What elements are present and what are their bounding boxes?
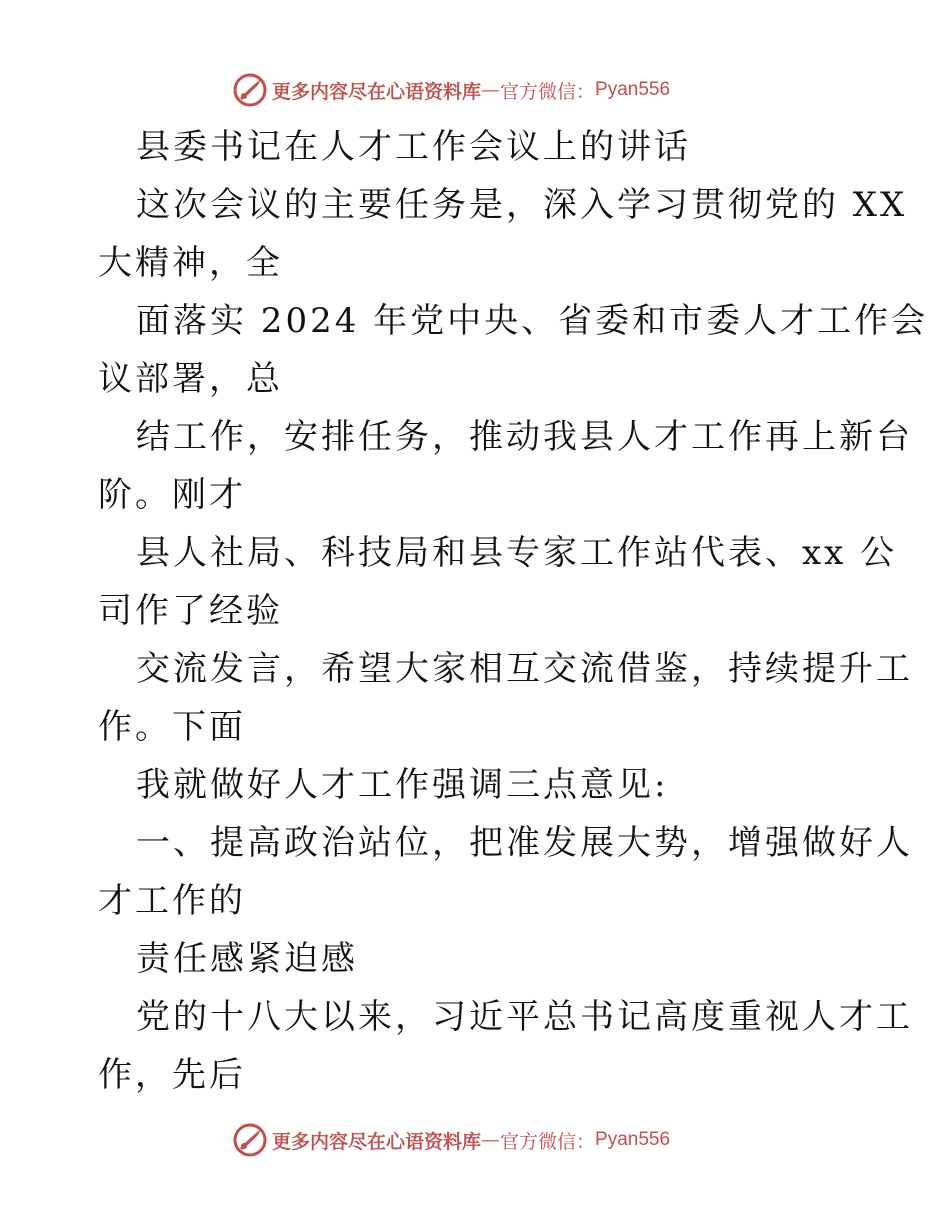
paragraph-line: 面落实 2024 年党中央、省委和市委人才工作会	[136, 301, 929, 341]
watermark-main-text: 更多内容尽在心语资料库	[272, 1130, 482, 1153]
paragraph-line: 结工作，安排任务，推动我县人才工作再上新台	[136, 417, 913, 457]
watermark-wechat-label: 官方微信：	[500, 1130, 596, 1153]
paragraph-line: 大精神，全	[98, 243, 283, 283]
watermark-header	[232, 70, 670, 110]
paragraph-line: 责任感紧迫感	[136, 939, 358, 979]
paragraph-line: 我就做好人才工作强调三点意见:	[136, 765, 669, 805]
paragraph-line: 作，先后	[98, 1055, 246, 1095]
paragraph-line: 县人社局、科技局和县专家工作站代表、xx 公	[136, 533, 898, 573]
watermark-wechat-label: 官方微信：	[500, 80, 596, 103]
paragraph-line: 一、提高政治站位，把准发展大势，增强做好人	[136, 823, 913, 863]
ink-brush-logo-icon	[232, 72, 268, 108]
paragraph-line: 才工作的	[98, 881, 246, 921]
paragraph-line: 这次会议的主要任务是，深入学习贯彻党的 XX	[136, 185, 908, 225]
watermark-wechat-id: Pyan556	[595, 79, 671, 100]
paragraph-line: 议部署，总	[98, 359, 283, 399]
watermark-footer	[232, 1120, 670, 1160]
document-lines	[98, 176, 929, 1104]
paragraph-line: 作。下面	[98, 707, 246, 747]
watermark-wechat-id: Pyan556	[595, 1129, 671, 1150]
paragraph-line: 交流发言，希望大家相互交流借鉴，持续提升工	[136, 649, 913, 689]
paragraph-line: 党的十八大以来，习近平总书记高度重视人才工	[136, 997, 913, 1037]
watermark-separator: —	[481, 1129, 501, 1151]
document-title: 县委书记在人才工作会议上的讲话	[136, 127, 691, 167]
watermark-main-text: 更多内容尽在心语资料库	[272, 80, 482, 103]
ink-brush-logo-icon	[232, 1122, 268, 1158]
paragraph-line: 司作了经验	[98, 591, 283, 631]
document-body	[98, 118, 929, 1104]
watermark-separator: —	[481, 79, 501, 101]
paragraph-line: 阶。刚才	[98, 475, 246, 515]
